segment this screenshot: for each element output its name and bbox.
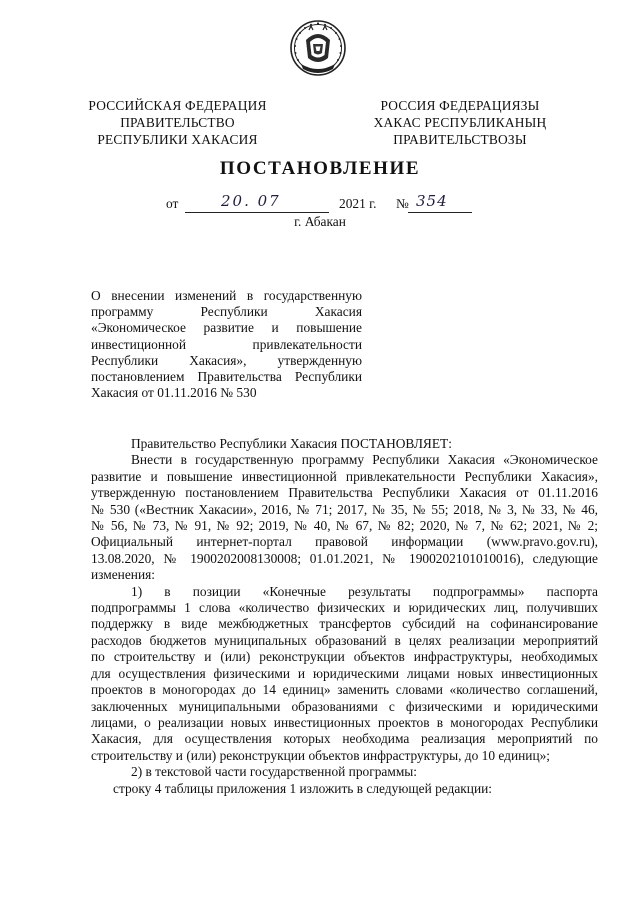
subject-line: О внесении изменений в государственную [91,288,362,303]
year-label: 2021 г. [339,196,377,211]
body-line: по строительству и (или) реконструкции объектов инфраструктуры, необходимых [91,649,598,665]
header-right-line: ПРАВИТЕЛЬСТВОЗЫ [393,132,527,147]
subject-line: постановлением Правительства Республики [91,369,362,385]
body-line: для осуществления физическими и юридическими лицами новых инвестиционных [91,665,598,681]
subject-line: программу Республики Хакасия [91,304,362,320]
document-subject [91,288,362,401]
body-line: поддержку в виде межбюджетных трансфертов субсидий на софинансирование [91,616,598,632]
handwritten-date: 20. 07 [221,192,281,210]
body-line: изменения: [91,567,156,583]
document-title: ПОСТАНОВЛЕНИЕ [219,158,421,179]
body-line: 2) в текстовой части государственной программы: [131,764,418,780]
header-right-org [365,97,555,148]
subject-line: «Экономическое развитие и повышение [91,320,362,336]
body-line: строительству и (или) реконструкции объектов инфраструктуры, до 10 единиц»; [91,747,551,763]
body-line: Внести в государственную программу Республики Хакасия «Экономическое [131,452,598,468]
body-line: 13.08.2020, № 1900202008130008; 01.01.2021, № 1900202101010016), следующие [91,550,598,566]
city-label: г. Абакан [294,214,346,229]
header-left-org [85,97,270,148]
date-from-label: от [166,196,179,211]
body-line: лицами, о реализации новых инвестиционных проектов в моногородах Республики [91,714,598,730]
header-right-line: РОССИЯ ФЕДЕРАЦИЯЗЫ [380,98,540,113]
header-right-line: ХАКАС РЕСПУБЛИКАНЫҢ [373,115,547,130]
body-line: утвержденную постановлением Правительства Республики Хакасия от 01.11.2016 [91,485,598,501]
handwritten-number: 354 [416,192,448,210]
body-line: расходов бюджетов муниципальных образований в целях реализации мероприятий [91,632,598,648]
subject-line: Хакасия от 01.11.2016 № 530 [91,385,257,401]
subject-line: Республики Хакасия», утвержденную [91,352,362,368]
body-line: 1) в позиции «Конечные результаты подпрограммы» паспорта [131,583,598,599]
body-line: заключенных муниципальными образованиями с физическими и юридическими [91,698,598,714]
body-line: № 530 («Вестник Хакасии», 2016, № 71; 2017, № 35, № 55; 2018, № 3, № 33, № 46, [91,501,598,517]
header-left-line: РЕСПУБЛИКИ ХАКАСИЯ [97,132,258,147]
body-line: Официальный интернет-портал правовой информации (www.pravo.gov.ru), [91,534,598,550]
body-line: развитие и повышение инвестиционной привлекательности Республики Хакасия», [91,468,598,484]
number-field [408,192,472,213]
subject-line: инвестиционной привлекательности [91,336,362,352]
header-left-line: ПРАВИТЕЛЬСТВО [120,115,235,130]
header-left-line: РОССИЙСКАЯ ФЕДЕРАЦИЯ [88,98,267,113]
body-line: Хакасия, для осуществления которых необходима реализация мероприятий по [91,731,598,747]
body-line: проектов в моногородах до 14 единиц» заменить словами «количество соглашений, [91,682,598,698]
number-sign: № [396,196,409,211]
date-field [185,192,329,213]
document-body [91,436,598,797]
coat-of-arms-emblem-icon [289,18,347,78]
body-line: № 56, № 73, № 91, № 92; 2019, № 40, № 67, № 82; 2020, № 7, № 62; 2021, № 2; [91,518,598,534]
body-line: подпрограммы 1 слова «количество физических и юридических лиц, получивших [91,600,598,616]
body-line: строку 4 таблицы приложения 1 изложить в следующей редакции: [113,780,493,796]
body-line: Правительство Республики Хакасия ПОСТАНОВЛЯЕТ: [131,436,452,451]
